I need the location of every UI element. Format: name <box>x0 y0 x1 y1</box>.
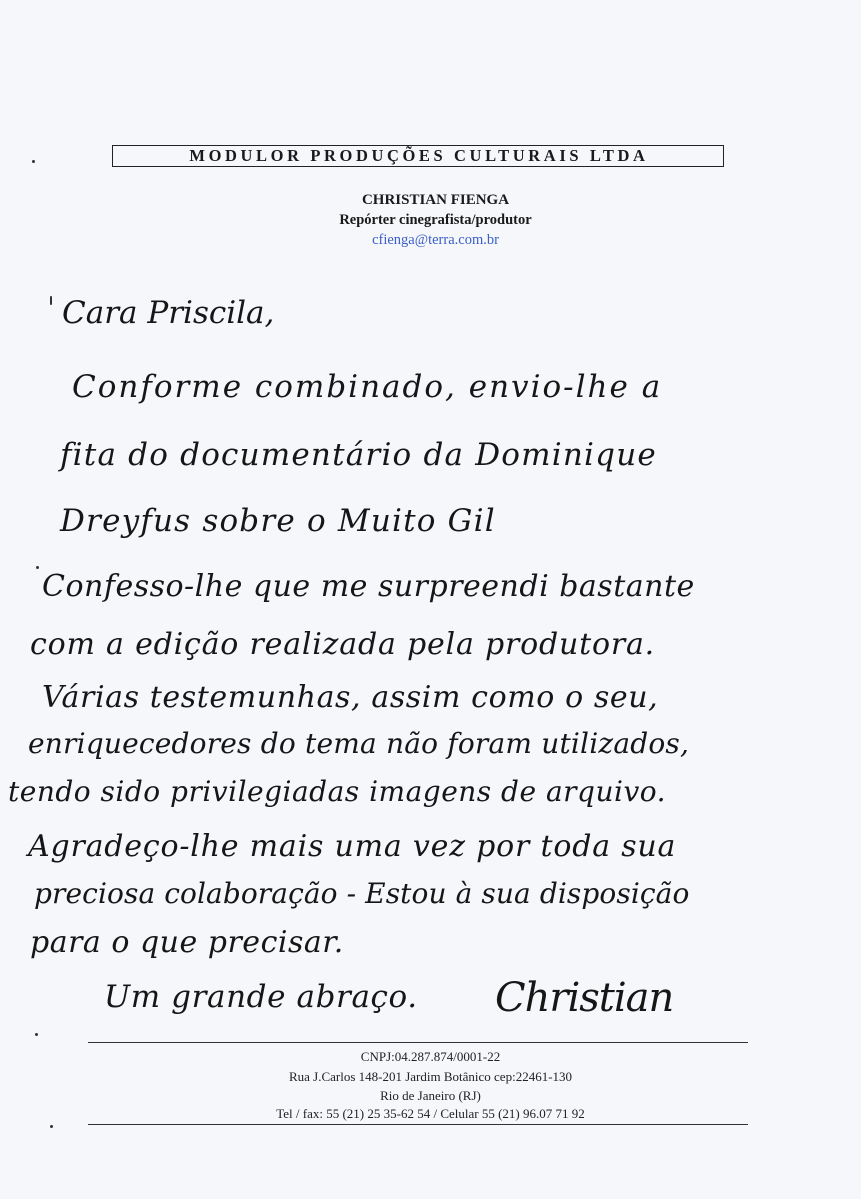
letter-line-5: com a edição realizada pela produtora. <box>30 627 655 662</box>
paper-speck <box>35 1033 38 1036</box>
footer-address: Rua J.Carlos 148-201 Jardim Botânico cep:22461-130 <box>288 1069 573 1084</box>
paper-speck <box>50 1125 53 1128</box>
letter-line-2: fita do documentário da Dominique <box>60 437 657 473</box>
letter-line-11: para o que precisar. <box>30 925 344 960</box>
sender-email: cfienga@terra.com.br <box>372 232 499 248</box>
paper-speck <box>36 566 39 569</box>
letter-line-3: Dreyfus sobre o Muito Gil <box>60 503 496 539</box>
footer-divider-top <box>88 1042 748 1043</box>
letter-line-10: preciosa colaboração - Estou à sua disposição <box>34 877 690 910</box>
salutation: Cara Priscila, <box>62 295 275 331</box>
letter-line-4: Confesso-lhe que me surpreendi bastante <box>42 569 695 604</box>
footer-phone: Tel / fax: 55 (21) 25 35-62 54 / Celular 55 (21) 96.07 71 92 <box>276 1106 585 1121</box>
footer-cnpj: CNPJ:04.287.874/0001-22 <box>360 1049 501 1064</box>
letter-line-9: Agradeço-lhe mais uma vez por toda sua <box>28 829 677 864</box>
company-name-box: MODULOR PRODUÇÕES CULTURAIS LTDA <box>112 145 724 167</box>
letter-line-6: Várias testemunhas, assim como o seu, <box>42 680 659 715</box>
letter-line-8: tendo sido privilegiadas imagens de arquivo. <box>8 775 667 808</box>
paper-speck <box>32 160 35 163</box>
sender-role: Repórter cinegrafista/produtor <box>339 212 532 228</box>
sender-name: CHRISTIAN FIENGA <box>361 192 510 208</box>
closing: Um grande abraço. <box>104 979 418 1015</box>
footer-divider-bottom <box>88 1124 748 1125</box>
letter-line-1: Conforme combinado, envio-lhe a <box>72 369 663 405</box>
paper-speck <box>50 296 52 305</box>
footer-city: Rio de Janeiro (RJ) <box>380 1088 481 1103</box>
signature: Christian <box>495 975 674 1021</box>
letter-line-7: enriquecedores do tema não foram utilizados, <box>28 727 690 760</box>
